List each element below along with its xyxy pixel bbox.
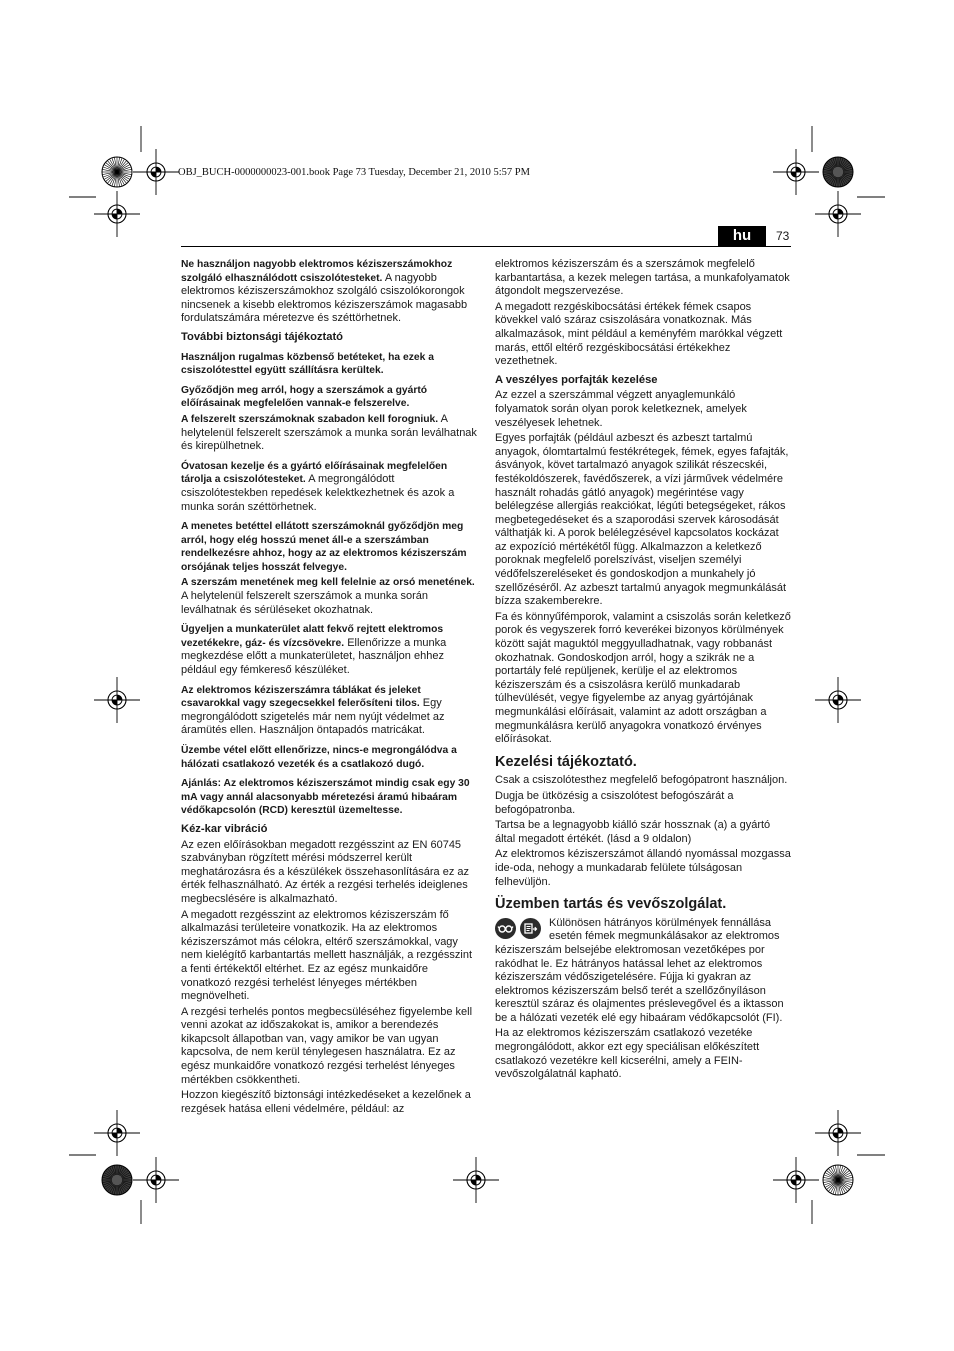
body-text: A helytelenül felszerelt szerszámok a munka során leválhatnak és sérüléseket okozhatnak. [181,590,429,616]
paragraph: Hozzon kiegészítő biztonsági intézkedéseket a kezelőnek a rezgések hatása elleni védelmére, például: az [181,1089,471,1115]
paragraph: Az elektromos kéziszerszámot állandó nyomással mozgassa ide-oda, nehogy a munkadarab felülete túlságosan felhevüljön. [495,848,791,888]
body-text: A megrongálódott csiszolótestekben repedések kelektkezhetnek és azok a munka során széttörhetnek. [181,473,455,513]
bold-text: Ne használjon nagyobb elektromos kéziszerszámokhoz szolgáló elhasználódott csiszolótesteket. [181,259,453,284]
header-rule [181,246,791,247]
paragraph: Fa és könnyűfémporok, valamint a csiszolás során keletkező porok és vegyszerek forró keverékei bizonyos körülmények között saját maguktól meggyulladhatnak, vagy robbanást okozhatnak. Gondoskodjon arról, hogy a szikrák ne a portartály felé repüljenek, kerülje el az elektromos kéziszerszám és a csiszolásra kerülő munkadarab túlhevülését, vegye figyelembe az anyag gyártójának megmunkálási előírásait, valamint az adott országban a megmunkálásra kerülő anyagokra vonatkozó érvényes előírásokat. [495,610,791,746]
paragraph: Dugja be ütközésig a csiszolótest befogószárát a befogópatronba. [495,789,734,816]
section-heading: A veszélyes porfajták kezelése [495,373,658,386]
paragraph [181,351,477,378]
bold-text: Az elektromos kéziszerszámra táblákat és jeleket csavarokkal vagy szegecsekkel felerősíteni tilos. [181,684,421,710]
manual-icon [520,918,541,939]
bold-text: A felszerelt szerszámoknak szabadon kell forogniuk. [181,413,439,425]
paragraph [181,744,477,771]
paragraph [181,413,477,454]
bold-text: Óvatosan kezelje és a gyártó előírásainak megfelelően tárolja a csiszolótesteket. [181,460,448,486]
paragraph: A megadott rezgéskibocsátási értékek fémek csapos kövekkel való száraz csiszolására vonatkoznak. Más alkalmazások, mint például a keményfém marókkal végzett marás, ettől eltérő rezgéskibocsátási értékekhez vezethetnek. [495,300,783,368]
bold-text: Használjon rugalmas közbenső betéteket, ha ezek a csiszolótesttel együtt szállításra kerültek. [181,351,434,377]
paragraph [181,460,477,514]
paragraph: Az ezen előírásokban megadott rezgésszint az EN 60745 szabványban rögzített mérési módszerrel került meghatározásra és a készülékek összehasonlítására ez az érték felhasználható. Az érték a rezgési terhelés ideiglenes megbecslésére is alkalmazható. [181,838,469,905]
bold-text: Üzembe vétel előtt ellenőrizze, nincs-e megrongálódva a hálózati csatlakozó vezeték és a csatlakozó dugó. [181,745,457,770]
right-column [495,258,791,1084]
body-text: A helytelenül felszerelt szerszámok a munka során leválhatnak és kirepülhetnek. [181,412,477,453]
paragraph: Az ezzel a szerszámmal végzett anyaglemunkáló folyamatok során olyan porok keletkeznek, amelyek veszélyesek lehetnek. [495,389,747,429]
bold-text: Ügyeljen a munkaterület alatt fekvő rejtett elektromos vezetékekre, gáz- és vízcsövekre. [181,624,444,649]
bold-text: A szerszám menetének meg kell felelnie az orsó menetének. [181,577,475,589]
bold-text: Győződjön meg arról, hogy a szerszámok a gyártó előírásainak megfelelően vannak-e felszerelve. [181,384,428,410]
goggles-icon [495,918,516,939]
paragraph [181,684,477,738]
body-text: Ellenőrizze a munka megkezdése előtt a munkaterületet, használjon ehhez például egy fémkereső készüléket. [181,636,447,677]
paragraph [181,777,477,818]
paragraph [495,917,791,1026]
paragraph [181,258,477,326]
paragraph: Egyes porfajták (például azbeszt és azbeszt tartalmú anyagok, ólomtartalmú festékrétegek, fémek, egyes fafajták, ásványok, követ tartalmazó anyagok szilikát részecskéi, festékoldószerek, favédőszerek, a vízi járművek védelmére használt rohadás gátló anyagok) megérintése vagy belélegzése allergiás reakciókat, légúti betegségeket, rákos megbetegedéseket és a szaporodási szervek károsodását válthatják ki. A porok belélegzésével kapcsolatos kockázat az expozíció mértékétől függ. Alkalmazzon a keletkező poroknak megfelelő porelszívást, viseljen személyi védőfelszereléseket és gondoskodjon a munkahely jó szellőzéséről. Az azbeszt tartalmú anyagok megmunkálását bízza szakemberekre. [495,432,789,608]
language-badge: hu [718,226,766,246]
bold-text: A menetes betéttel ellátott szerszámoknál győződjön meg arról, hogy elég hosszú menet áll-e a szerszámban rendelkezésre ahhoz, hogy az az elektromos kéziszerszám orsójának teljes hosszát felvegye. [181,521,467,573]
paragraph: elektromos kéziszerszám és a szerszámok megfelelő karbantartása, a kezek melegen tartása, a munkafolyamatok átgondolt megszervezése. [495,258,790,298]
paragraph [181,520,477,574]
section-heading-large: Üzemben tartás és vevőszolgálat. [495,896,727,913]
paragraph [181,384,477,411]
print-header-line: OBJ_BUCH-0000000023-001.book Page 73 Tuesday, December 21, 2010 5:57 PM [178,167,530,178]
left-column [181,258,477,1118]
paragraph: A rezgési terhelés pontos megbecsüléséhez figyelembe kell venni azokat az időszakokat is, amikor a berendezés kikapcsolt állapotban van, vagy amikor be van ugyan kapcsolva, de nem kerül ténylegesen használatra. Ez az egész munkaidőre vonatkozó rezgési terhelést lényeges mértékben csökkentheti. [181,1005,473,1086]
paragraph: Tartsa be a legnagyobb kiálló szár hossznak (a) a gyártó által megadott értékét. (lásd a 9 oldalon) [495,819,771,845]
paragraph [181,623,477,677]
paragraph: A megadott rezgésszint az elektromos kéziszerszám fő alkalmazási területeire vonatkozik. Ha az elektromos kéziszerszámot más célokra, eltérő szerszámokkal, vagy nem kielégítő karbantartás mellett használják, a rezgésszint a fenti értékektől eltérhet. Ez az egész munkaidőre vonatkozó rezgési terhelést lényeges mértékben megnövelheti. [181,908,473,1003]
paragraph: Csak a csiszolótesthez megfelelő befogópatront használjon. [495,774,788,787]
paragraph [181,576,477,617]
body-text: Különösen hátrányos körülmények fennállása esetén fémek megmunkálásakor az elektromos kéziszerszám belsejébe elektromosan vezetőképes por rakódhat le. Ez hátrányos hatással lehet az elektromos kéziszerszám védőszigetelésére. Fújja ki gyakran az elektromos kéziszerszám belső terét a szellőzőnyíláson keresztül száraz és olajmentes préslevegővel és a iktasson be a hálózati vezeték elé egy hibaáram védőkapcsolót (FI). [495,916,784,1024]
section-heading: További biztonsági tájékoztató [181,330,344,343]
paragraph: Ha az elektromos kéziszerszám csatlakozó vezetéke megrongálódott, akkor ezt egy speciálisan előkészített csatlakozó vezetékre kell kicserélni, amely a FEIN-vevőszolgálatnál kapható. [495,1027,760,1081]
body-text: Egy megrongálódott szigetelés már nem nyújt védelmet az áramütés ellen. Használjon öntapadós matricákat. [181,697,445,737]
section-heading: Kéz-kar vibráció [181,822,268,835]
bold-text: Ajánlás: Az elektromos kéziszerszámot mindig csak egy 30 mA vagy annál alacsonyabb méretezési áramú hibaáram védőkapcsolón (RCD) keresztül üzemeltesse. [181,778,470,817]
body-text: A nagyobb elektromos kéziszerszámokhoz szolgáló csiszolókorongok nincsenek a kisebb elektromos kéziszerszámok magasabb fordulatszámára méretezve és széttörhetnek. [181,271,468,325]
section-heading-large: Kezelési tájékoztató. [495,753,637,770]
safety-icons [495,918,541,939]
page-number: 73 [776,229,790,243]
